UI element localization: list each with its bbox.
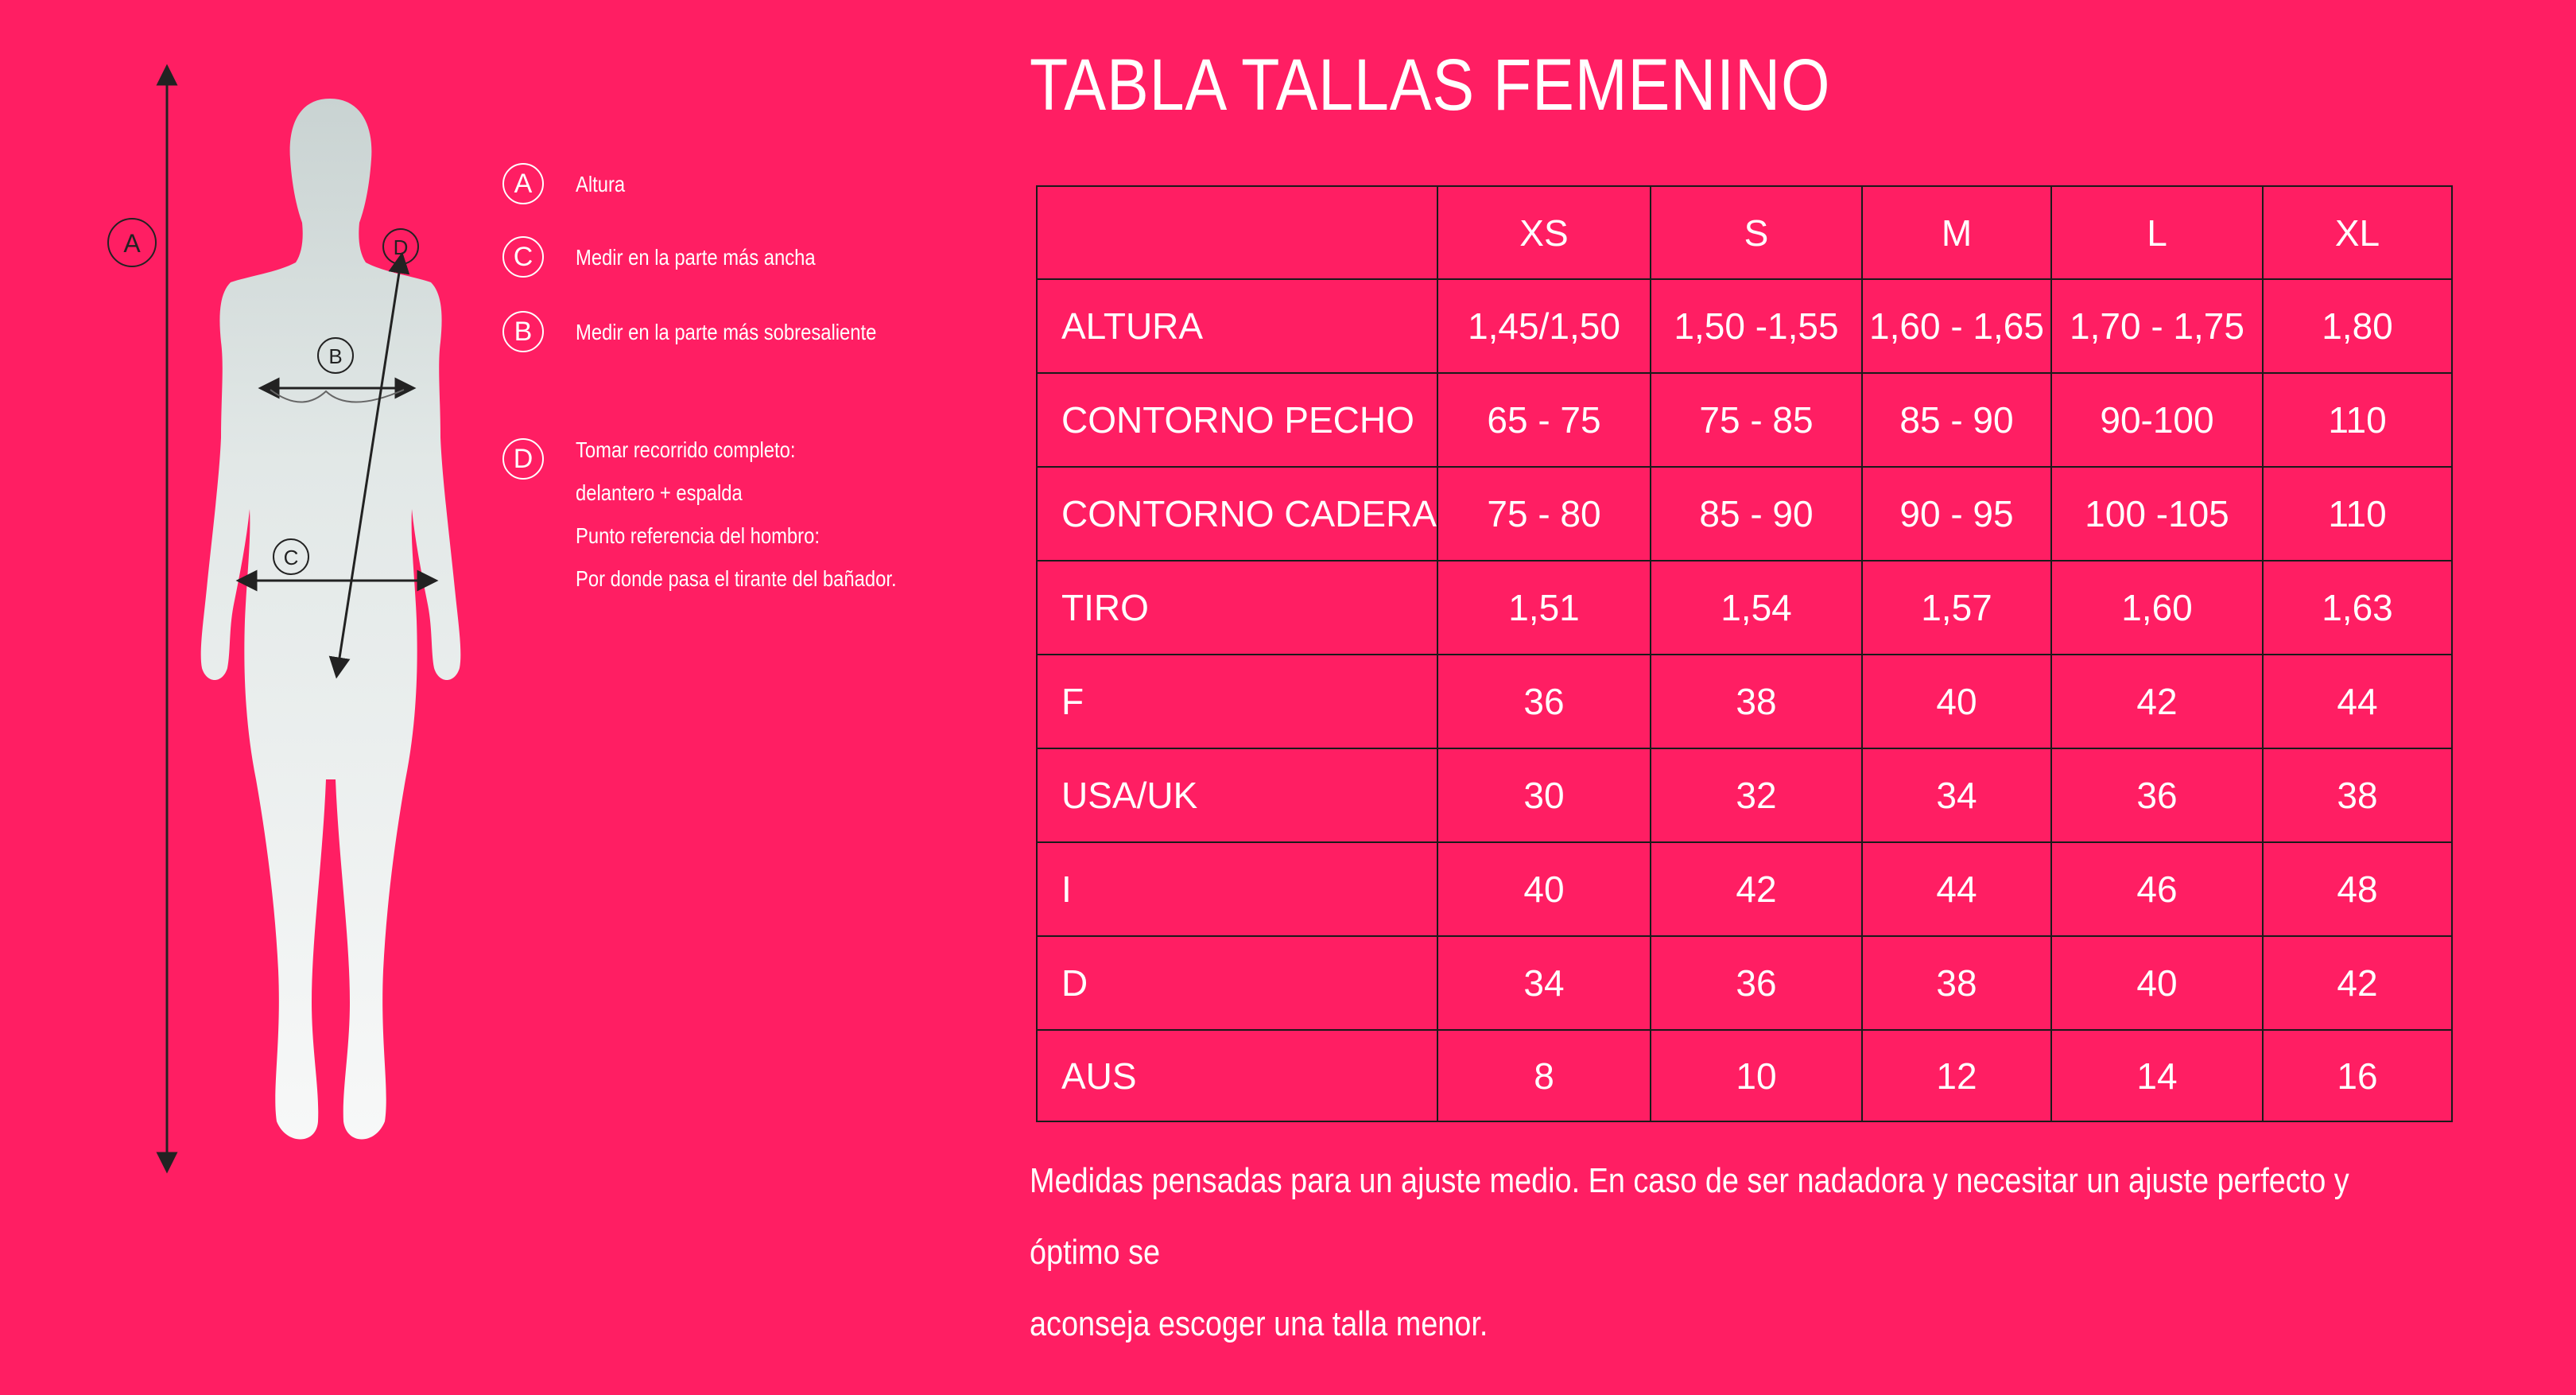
cell: 1,57 — [1862, 561, 2051, 655]
row-label: TIRO — [1037, 561, 1437, 655]
marker-c: C — [283, 546, 299, 569]
cell: 1,60 — [2051, 561, 2263, 655]
cell: 40 — [1862, 655, 2051, 748]
fit-note-line-2: aconseja escoger una talla menor. — [1030, 1304, 1488, 1343]
legend-letter-a: A — [502, 163, 544, 204]
cell: 44 — [2263, 655, 2452, 748]
table-row — [1037, 373, 2452, 467]
cell: 8 — [1437, 1030, 1651, 1121]
legend-item-b — [502, 311, 929, 354]
cell: 36 — [1651, 936, 1862, 1030]
cell: 1,54 — [1651, 561, 1862, 655]
legend-text-b: Medir en la parte más sobresaliente — [576, 320, 877, 344]
cell: 32 — [1651, 748, 1862, 842]
legend-d-line-4: Por donde pasa el tirante del bañador. — [576, 566, 897, 591]
legend-d-line-3: Punto referencia del hombro: — [576, 523, 820, 548]
row-label: F — [1037, 655, 1437, 748]
legend-d-line-2: delantero + espalda — [576, 480, 743, 505]
cell: 65 - 75 — [1437, 373, 1651, 467]
legend-text-d — [576, 429, 897, 600]
silhouette-shape — [201, 99, 461, 1140]
body-silhouette — [87, 64, 501, 1177]
table-row — [1037, 936, 2452, 1030]
header-corner — [1037, 186, 1437, 279]
legend-letter-b: B — [502, 311, 544, 352]
cell: 10 — [1651, 1030, 1862, 1121]
table-row — [1037, 748, 2452, 842]
cell: 1,50 -1,55 — [1651, 279, 1862, 373]
size-table — [1036, 185, 2453, 1122]
cell: 30 — [1437, 748, 1651, 842]
marker-a: A — [123, 229, 141, 258]
cell: 42 — [2263, 936, 2452, 1030]
row-label: CONTORNO PECHO — [1037, 373, 1437, 467]
cell: 48 — [2263, 842, 2452, 936]
table-row — [1037, 561, 2452, 655]
cell: 36 — [2051, 748, 2263, 842]
table-header-row — [1037, 186, 2452, 279]
marker-b: B — [328, 344, 343, 368]
legend-letter-c: C — [502, 236, 544, 278]
table-row — [1037, 279, 2452, 373]
header-size-xl: XL — [2263, 186, 2452, 279]
cell: 1,80 — [2263, 279, 2452, 373]
cell: 42 — [1651, 842, 1862, 936]
cell: 14 — [2051, 1030, 2263, 1121]
header-size-s: S — [1651, 186, 1862, 279]
cell: 1,70 - 1,75 — [2051, 279, 2263, 373]
legend-letter-d: D — [502, 438, 544, 480]
size-table-wrap — [1036, 185, 2453, 1122]
cell: 85 - 90 — [1651, 467, 1862, 561]
header-size-l: L — [2051, 186, 2263, 279]
cell: 110 — [2263, 373, 2452, 467]
cell: 42 — [2051, 655, 2263, 748]
cell: 34 — [1437, 936, 1651, 1030]
row-label: USA/UK — [1037, 748, 1437, 842]
cell: 1,60 - 1,65 — [1862, 279, 2051, 373]
page-title: TABLA TALLAS FEMENINO — [1030, 45, 1831, 126]
legend-d-line-1: Tomar recorrido completo: — [576, 437, 796, 462]
table-row — [1037, 467, 2452, 561]
legend-item-d — [502, 438, 953, 600]
cell: 1,51 — [1437, 561, 1651, 655]
legend-text-c: Medir en la parte más ancha — [576, 245, 816, 270]
fit-note-line-1: Medidas pensadas para un ajuste medio. En caso de ser nadadora y necesitar un ajuste perfecto y óptimo se — [1030, 1161, 2349, 1272]
table-row — [1037, 655, 2452, 748]
legend-text-a: Altura — [576, 172, 626, 196]
row-label: ALTURA — [1037, 279, 1437, 373]
cell: 1,63 — [2263, 561, 2452, 655]
cell: 100 -105 — [2051, 467, 2263, 561]
cell: 75 - 80 — [1437, 467, 1651, 561]
cell: 38 — [1862, 936, 2051, 1030]
row-label: CONTORNO CADERA — [1037, 467, 1437, 561]
legend-item-c — [502, 236, 858, 279]
cell: 110 — [2263, 467, 2452, 561]
cell: 90-100 — [2051, 373, 2263, 467]
cell: 34 — [1862, 748, 2051, 842]
cell: 44 — [1862, 842, 2051, 936]
row-label: I — [1037, 842, 1437, 936]
cell: 85 - 90 — [1862, 373, 2051, 467]
marker-d: D — [393, 235, 409, 259]
cell: 36 — [1437, 655, 1651, 748]
cell: 12 — [1862, 1030, 2051, 1121]
cell: 38 — [1651, 655, 1862, 748]
table-row — [1037, 842, 2452, 936]
header-size-xs: XS — [1437, 186, 1651, 279]
cell: 46 — [2051, 842, 2263, 936]
cell: 1,45/1,50 — [1437, 279, 1651, 373]
cell: 40 — [2051, 936, 2263, 1030]
row-label: AUS — [1037, 1030, 1437, 1121]
cell: 38 — [2263, 748, 2452, 842]
cell: 90 - 95 — [1862, 467, 2051, 561]
row-label: D — [1037, 936, 1437, 1030]
cell: 16 — [2263, 1030, 2452, 1121]
legend-item-a — [502, 163, 634, 206]
cell: 40 — [1437, 842, 1651, 936]
header-size-m: M — [1862, 186, 2051, 279]
cell: 75 - 85 — [1651, 373, 1862, 467]
fit-note — [1030, 1145, 2445, 1360]
table-row — [1037, 1030, 2452, 1121]
